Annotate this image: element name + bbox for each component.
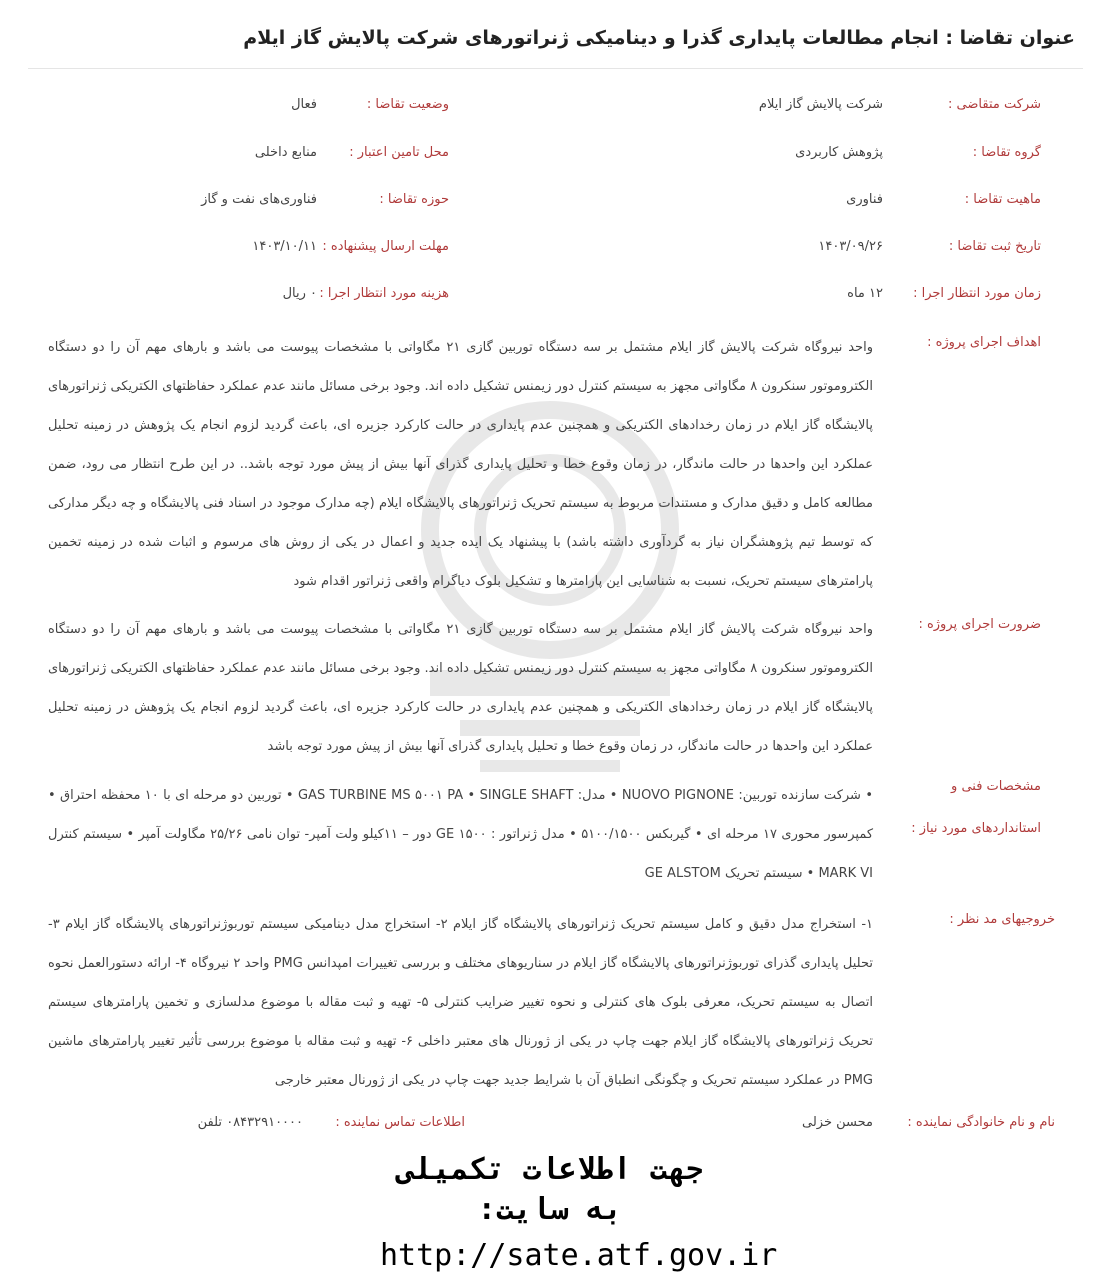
contact-info-value: ۰۸۴۳۲۹۱۰۰۰۰ تلفن <box>197 1115 303 1130</box>
field-label: هزینه مورد انتظار اجرا : <box>319 286 449 301</box>
field-value: ۰ ریال <box>282 286 317 301</box>
field-value: ۱۴۰۳/۰۹/۲۶ <box>818 239 883 254</box>
field-row <box>0 90 1111 120</box>
field-value: شرکت پالایش گاز ایلام <box>758 97 883 112</box>
field-label: شرکت متقاضی : <box>948 97 1041 112</box>
goals-section <box>0 328 1111 598</box>
title-divider <box>28 68 1083 69</box>
field-value: ۱۲ ماه <box>847 286 883 301</box>
field-label: زمان مورد انتظار اجرا : <box>913 286 1041 301</box>
specs-label-line1: مشخصات فنی و <box>951 779 1041 794</box>
field-row <box>0 279 1111 309</box>
necessity-text: واحد نیروگاه شرکت پالایش گاز ایلام مشتمل بر سه دستگاه توربین گازی ۲۱ مگاواتی با مشخصات پیوست می باشد و بارهای مهم آن را دو دستگاه الکتروموتور سنکرون ۸ مگاواتی مجهز به سیستم کنترل دور زیمنس تشکیل داده اند. وجود برخی مسائل مانند عدم عملکرد حفاظتهای الکتریکی ژنراتورهای پالایشگاه گاز ایلام در زمان رخدادهای الکتریکی و همچنین عدم پایداری در حالت کارکرد جزیره ای، باعث گردید لزوم انجام یک پژوهش در زمینه تحلیل عملکرد این واحدها در حالت ماندگار، در زمان وقوع خطا و تحلیل پایداری گذرای آنها بیش از پیش مورد توجه باشد <box>48 622 873 754</box>
contact-name-value: محسن خزلی <box>802 1115 873 1130</box>
field-label: تاریخ ثبت تقاضا : <box>948 239 1041 254</box>
footer-note-heading: جهت اطلاعات تکمیلی به سایت: <box>396 1152 704 1227</box>
goals-text: واحد نیروگاه شرکت پالایش گاز ایلام مشتمل بر سه دستگاه توربین گازی ۲۱ مگاواتی با مشخصات پیوست می باشد و بارهای مهم آن را دو دستگاه الکتروموتور سنکرون ۸ مگاواتی مجهز به سیستم کنترل دور زیمنس تشکیل داده اند. وجود برخی مسائل مانند عدم عملکرد حفاظتهای الکتریکی ژنراتورهای پالایشگاه گاز ایلام در زمان رخدادهای الکتریکی و همچنین عدم پایداری در حالت کارکرد جزیره ای، باعث گردید لزوم انجام یک پژوهش در زمینه تحلیل عملکرد این واحدها در حالت ماندگار، در زمان وقوع خطا و تحلیل پایداری گذرای آنها بیش از پیش مورد توجه باشد.. در این طرح انتظار می رود، ضمن مطالعه کامل و دقیق مدارک و مستندات مربوط به سیستم تحریک ژنراتورهای پالایشگاه ایلام (چه مدارک موجود در اسناد فنی پالایشگاه و چه دیگر مدارکی که توسط تیم پژوهشگران نیاز به گردآوری داشته باشد) با پیشنهاد یک ایده جدید و اعمال در یکی از روش های مرسوم و اثبات شده در زمینه تخمین پارامترهای سیستم تحریک، نسبت به شناسایی این پارامترها و تشکیل بلوک دیاگرام واقعی ژنراتور اقدام شود <box>48 340 873 589</box>
field-value: منابع داخلی <box>254 145 317 160</box>
field-label: ماهیت تقاضا : <box>964 192 1041 207</box>
outputs-label: خروجیهای مد نظر : <box>949 912 1055 927</box>
field-label: وضعیت تقاضا : <box>366 97 449 112</box>
specs-label <box>911 776 1041 840</box>
necessity-label: ضرورت اجرای پروژه : <box>918 617 1041 632</box>
field-value: فناوری‌های نفت و گاز <box>201 192 317 207</box>
field-row <box>0 232 1111 262</box>
footer-note-url[interactable]: http://sate.atf.gov.ir <box>380 1238 778 1273</box>
field-row <box>0 138 1111 168</box>
outputs-text: ۱- استخراج مدل دقیق و کامل سیستم تحریک ژنراتورهای پالایشگاه گاز ایلام ۲- استخراج مدل دینامیکی سیستم توربوژنراتورهای پالایشگاه گاز ایلام ۳- تحلیل پایداری گذرای توربوژنراتورهای پالایشگاه گاز ایلام در سناریوهای مختلف و بررسی تغییرات امپدانس PMG واحد ۲ نیروگاه ۴- ارائه دستورالعمل نحوه اتصال به سیستم تحریک، معرفی بلوک های کنترلی و نحوه تغییر ضرایب کنترلی ۵- تهیه و ثبت مقاله با موضوع مدلسازی و تخمین پارامترهای سیستم تحریک ژنراتورهای پالایشگاه گاز ایلام جهت چاپ در یکی از ژورنال های معتبر داخلی ۶- تهیه و ثبت مقاله با موضوع بررسی تأثیر تغییر پارامترهای ماشین PMG در عملکرد سیستم تحریک و چگونگی انطباق آن با شرایط جدید جهت چاپ در یکی از ژورنال معتبر خارجی <box>48 917 874 1088</box>
field-label: محل تامین اعتبار : <box>349 145 449 160</box>
field-value: ۱۴۰۳/۱۰/۱۱ <box>252 239 317 254</box>
footer-note <box>380 1150 778 1278</box>
page-title: عنوان تقاضا : انجام مطالعات پایداری گذرا و دینامیکی ژنراتورهای شرکت پالایش گاز ایلام <box>243 27 1075 49</box>
field-label: حوزه تقاضا : <box>379 192 449 207</box>
field-label: مهلت ارسال پیشنهاده : <box>322 239 449 254</box>
specs-text: • شرکت سازنده توربین: NUOVO PIGNONE • مدل: GAS TURBINE MS ۵۰۰۱ PA • SINGLE SHAFT • توربین دو مرحله ای با ۱۰ محفظه احتراق • کمپرسور محوری ۱۷ مرحله ای • گیربکس ۵۱۰۰/۱۵۰۰ • مدل ژنراتور : GE ۱۵۰۰ دور – ۱۱کیلو ولت آمپر- توان نامی ۲۵/۲۶ مگاولت آمپر • سیستم کنترل MARK VI • سیستم تحریک GE ALSTOM <box>48 788 874 881</box>
field-value: فناوری <box>846 192 883 207</box>
specs-section <box>0 776 1111 891</box>
goals-label: اهداف اجرای پروژه : <box>927 335 1041 350</box>
outputs-section <box>0 905 1111 1095</box>
contact-name-label: نام و نام خانوادگی نماینده : <box>907 1115 1055 1130</box>
field-value: فعال <box>291 97 317 112</box>
field-value: پژوهش کاربردی <box>795 145 883 160</box>
field-label: گروه تقاضا : <box>972 145 1041 160</box>
necessity-section <box>0 610 1111 760</box>
contact-info-label: اطلاعات تماس نماینده : <box>335 1115 465 1130</box>
specs-label-line2: استانداردهای مورد نیاز : <box>911 821 1041 836</box>
contact-row <box>0 1108 1111 1138</box>
field-row <box>0 185 1111 215</box>
